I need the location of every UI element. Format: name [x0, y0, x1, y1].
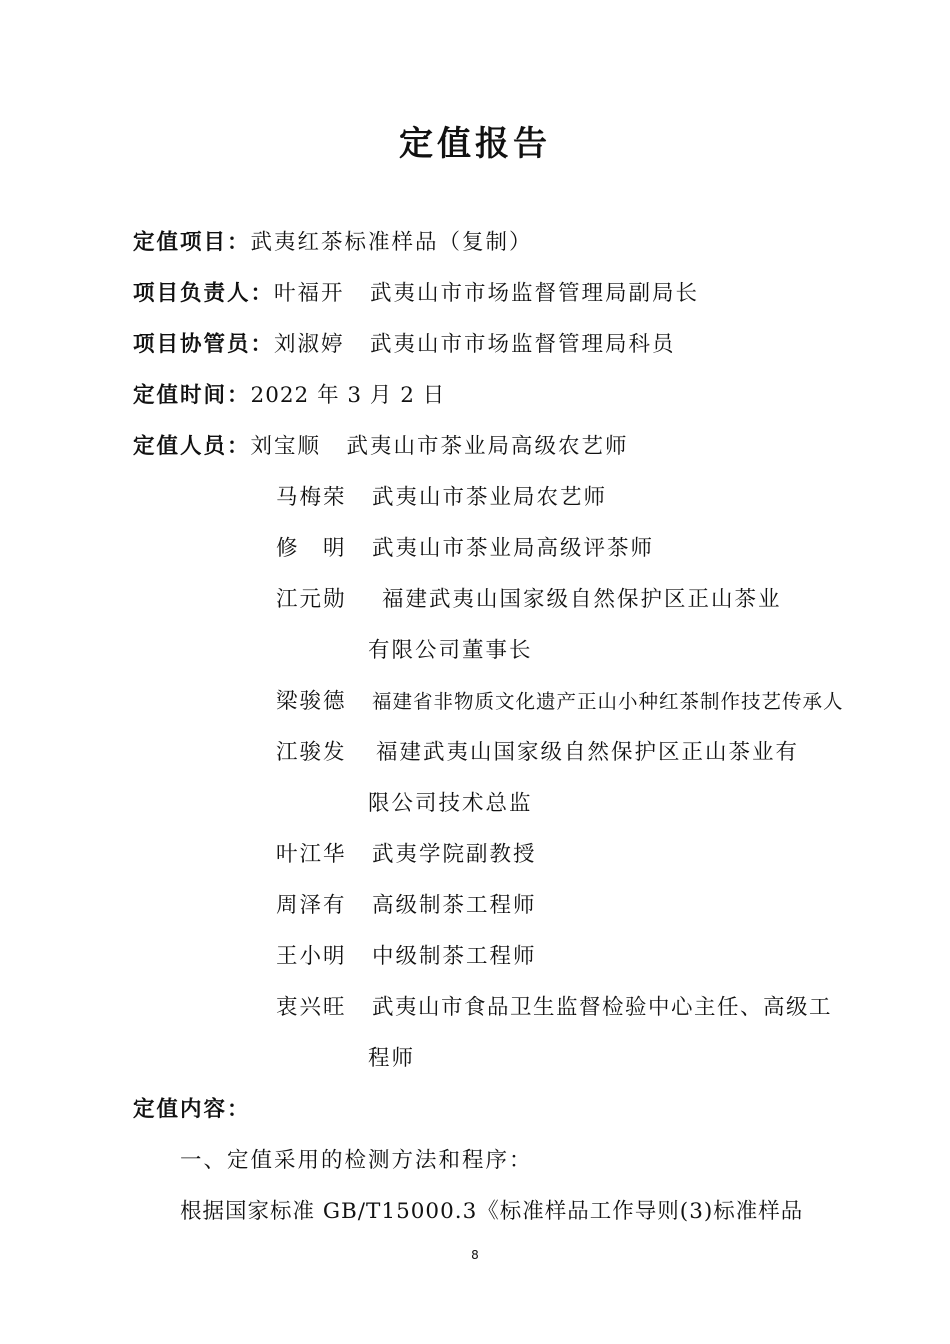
personnel-title: 中级制茶工程师 — [372, 944, 537, 969]
time-value: 2022 年 3 月 2 日 — [250, 383, 446, 408]
personnel-line — [276, 585, 782, 615]
section-heading: 一、定值采用的检测方法和程序： — [180, 1148, 533, 1173]
assistant-line — [133, 330, 676, 360]
leader-title: 武夷山市市场监督管理局副局长 — [370, 281, 700, 306]
personnel-title: 武夷山市茶业局农艺师 — [372, 485, 608, 510]
personnel-name: 刘宝顺 — [250, 434, 322, 459]
personnel-name: 叶江华 — [276, 842, 347, 867]
leader-name: 叶福开 — [274, 281, 345, 306]
personnel-line — [276, 687, 844, 717]
personnel-line — [276, 942, 537, 972]
personnel-label: 定值人员： — [133, 434, 251, 459]
time-label: 定值时间： — [133, 383, 251, 408]
project-value: 武夷红茶标准样品（复制） — [250, 230, 533, 255]
personnel-title: 武夷山市食品卫生监督检验中心主任、高级工 — [372, 995, 833, 1020]
personnel-line — [276, 840, 537, 870]
leader-line — [133, 279, 699, 309]
page-title: 定值报告 — [399, 124, 551, 164]
personnel-line — [276, 534, 654, 564]
personnel-name: 衷兴旺 — [276, 995, 347, 1020]
content-line — [133, 1095, 251, 1125]
personnel-title: 高级制茶工程师 — [372, 893, 537, 918]
project-label: 定值项目： — [133, 230, 251, 255]
personnel-title-continued: 限公司技术总监 — [368, 791, 533, 816]
personnel-title: 武夷山市茶业局高级评茶师 — [372, 536, 655, 561]
personnel-title: 武夷山市茶业局高级农艺师 — [346, 434, 629, 459]
personnel-title: 福建武夷山国家级自然保护区正山茶业有 — [376, 740, 800, 765]
personnel-title-continued: 有限公司董事长 — [368, 638, 533, 663]
body-paragraph: 根据国家标准 GB/T15000.3《标准样品工作导则(3)标准样品 — [180, 1199, 804, 1224]
assistant-title: 武夷山市市场监督管理局科员 — [370, 332, 676, 357]
personnel-name: 马梅荣 — [276, 485, 347, 510]
leader-label: 项目负责人： — [133, 281, 275, 306]
personnel-line — [276, 483, 607, 513]
personnel-line — [133, 432, 629, 462]
personnel-name: 修 明 — [276, 536, 347, 561]
page-number: 8 — [471, 1248, 479, 1262]
personnel-line — [276, 993, 832, 1023]
personnel-title: 福建省非物质文化遗产正山小种红茶制作技艺传承人 — [372, 690, 844, 713]
project-line — [133, 228, 533, 258]
personnel-title-continued: 程师 — [368, 1046, 416, 1071]
personnel-name: 王小明 — [276, 944, 347, 969]
time-line — [133, 381, 445, 411]
personnel-line — [276, 738, 799, 768]
personnel-name: 江元勋 — [276, 587, 347, 612]
personnel-line — [276, 891, 537, 921]
assistant-name: 刘淑婷 — [274, 332, 345, 357]
personnel-name: 周泽有 — [276, 893, 347, 918]
content-label: 定值内容： — [133, 1097, 251, 1122]
personnel-name: 江骏发 — [276, 740, 347, 765]
personnel-title: 福建武夷山国家级自然保护区正山茶业 — [382, 587, 782, 612]
personnel-title: 武夷学院副教授 — [372, 842, 537, 867]
assistant-label: 项目协管员： — [133, 332, 275, 357]
personnel-name: 梁骏德 — [276, 689, 347, 714]
